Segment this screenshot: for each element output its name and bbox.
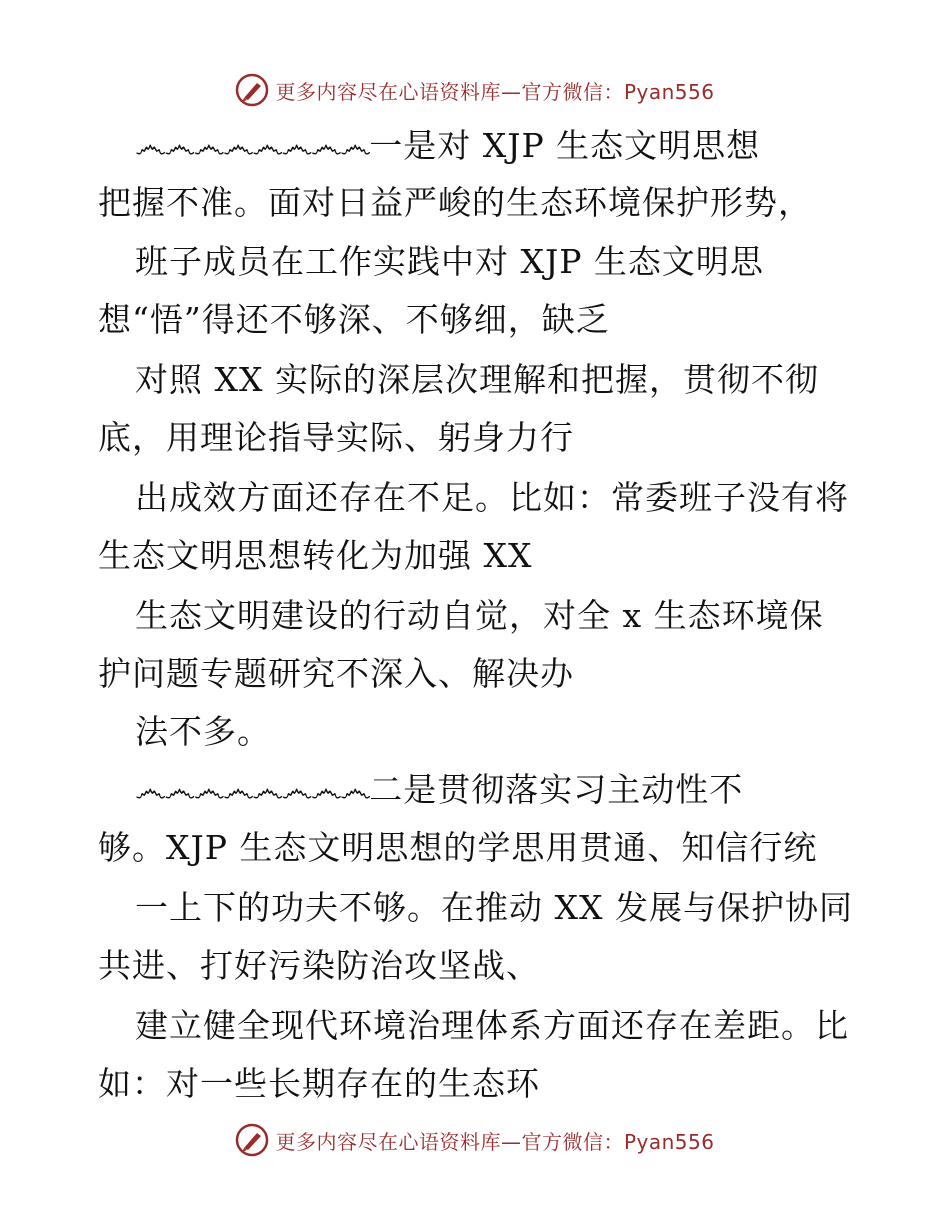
paragraph-line: 一上下的功夫不够。在推动 XX 发展与保护协同	[135, 888, 853, 927]
ornament-decoration: ෴෴෴෴෴෴෴෴	[135, 126, 370, 165]
paragraph-line: 班子成员在工作实践中对 XJP 生态文明思	[135, 242, 764, 281]
pen-logo-icon	[235, 1123, 269, 1157]
ornament-decoration: ෴෴෴෴෴෴෴෴	[135, 770, 370, 809]
line-text: 一是对 XJP 生态文明思想	[369, 126, 761, 165]
banner-text: 更多内容尽在心语资料库—官方微信：Pyan556	[275, 79, 715, 104]
paragraph-line	[135, 126, 760, 166]
paragraph-line: 生态文明思想转化为加强 XX	[98, 536, 533, 575]
paragraph-line: 想“悟”得还不够深、不够细，缺乏	[98, 300, 610, 339]
paragraph-line: 法不多。	[135, 712, 271, 751]
paragraph-line: 如：对一些长期存在的生态环	[98, 1064, 540, 1103]
paragraph-line: 出成效方面还存在不足。比如：常委班子没有将	[135, 478, 849, 517]
paragraph-line: 对照 XX 实际的深层次理解和把握，贯彻不彻	[135, 360, 819, 399]
paragraph-line: 共进、打好污染防治攻坚战、	[98, 946, 540, 985]
paragraph-line: 生态文明建设的行动自觉，对全 x 生态环境保	[135, 596, 824, 635]
paragraph-line: 够。XJP 生态文明思想的学思用贯通、知信行统	[98, 828, 818, 867]
line-text: 二是贯彻落实习主动性不	[369, 770, 744, 809]
footer-banner	[0, 1120, 950, 1160]
paragraph-line: 底，用理论指导实际、躬身力行	[98, 418, 574, 457]
paragraph-line: 把握不准。面对日益严峻的生态环境保护形势，	[98, 183, 812, 222]
banner-text: 更多内容尽在心语资料库—官方微信：Pyan556	[275, 1129, 715, 1154]
paragraph-line	[135, 770, 743, 810]
paragraph-line: 护问题专题研究不深入、解决办	[98, 654, 574, 693]
paragraph-line: 建立健全现代环境治理体系方面还存在差距。比	[135, 1006, 849, 1045]
